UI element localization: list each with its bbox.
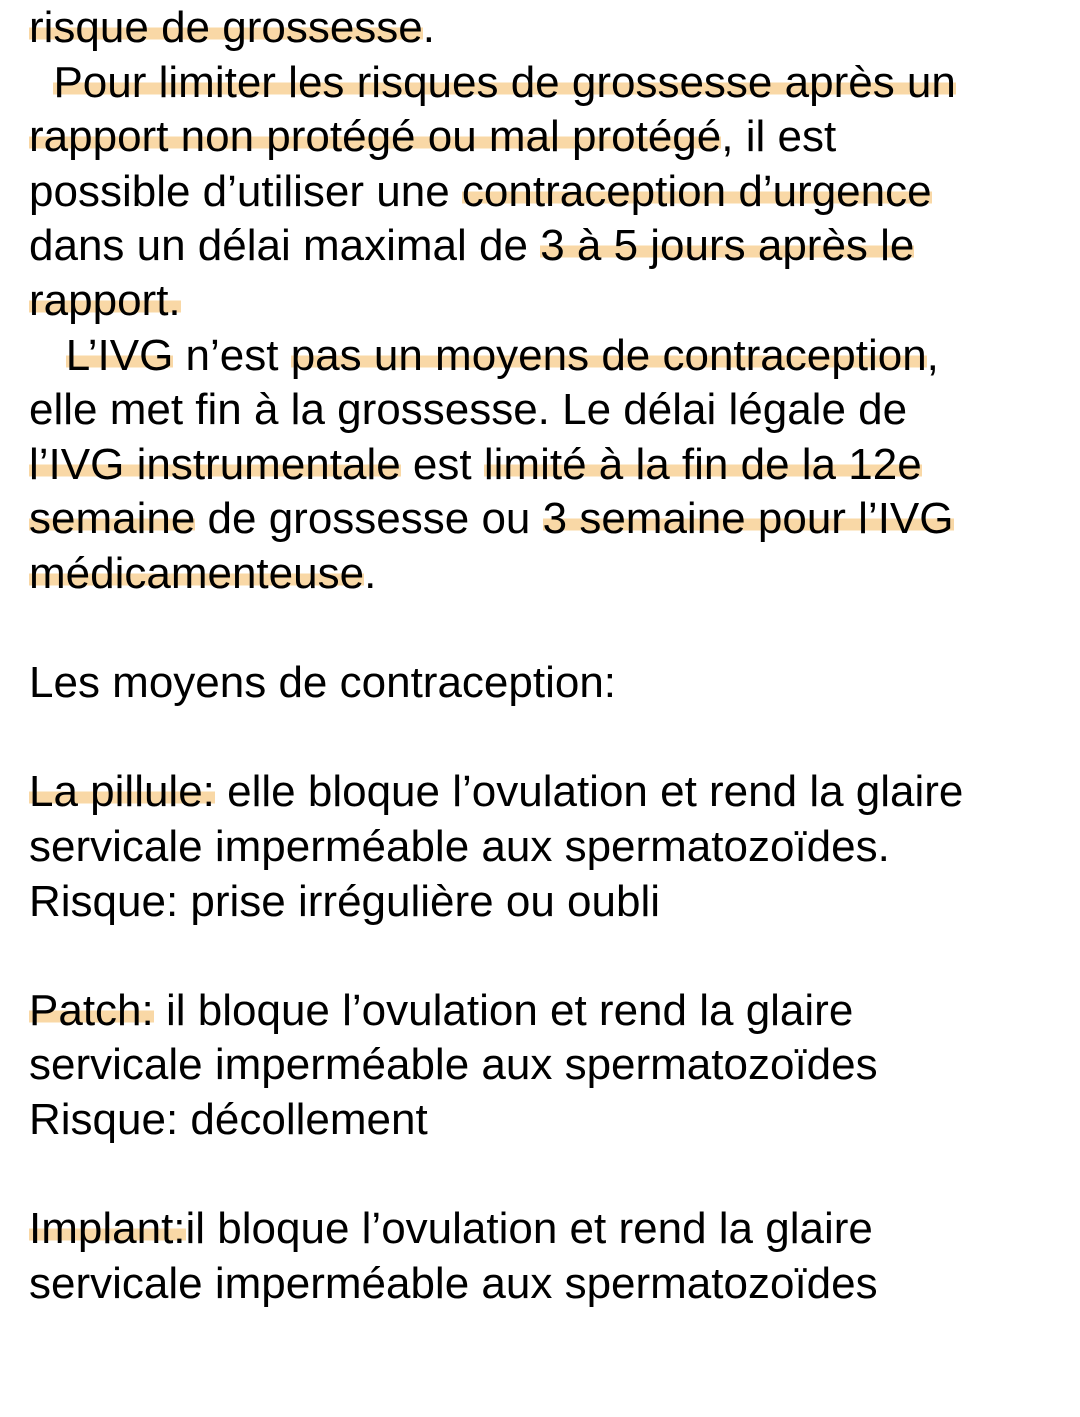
- text-segment: dans un délai maximal de: [29, 221, 541, 271]
- highlighted-text: médicamenteuse: [29, 548, 365, 598]
- text-line: [29, 56, 963, 111]
- highlighted-text: limité à la fin de la 12e: [483, 439, 922, 489]
- text-segment: est: [400, 439, 484, 489]
- text-line: [29, 547, 963, 602]
- text-segment: n’est: [173, 330, 291, 380]
- text-segment: servicale imperméable aux spermatozoïdes.: [29, 821, 890, 871]
- highlighted-text: contraception d’urgence: [461, 166, 932, 216]
- document-body: [29, 1, 963, 1311]
- text-line: [29, 875, 963, 930]
- text-line: [29, 492, 963, 547]
- highlighted-text: pas un moyens de contraception: [290, 330, 927, 380]
- highlighted-text: Pour limiter les risques de grossesse après un: [53, 57, 956, 107]
- text-segment: possible d’utiliser une: [29, 166, 462, 216]
- text-segment: il bloque l’ovulation et rend la glaire: [153, 985, 854, 1035]
- text-segment: ,: [926, 330, 939, 380]
- highlighted-text: La pillule:: [29, 767, 215, 817]
- text-line: [29, 656, 963, 711]
- highlighted-text: rapport non protégé ou mal protégé: [29, 112, 722, 162]
- text-line: [29, 1257, 963, 1312]
- text-segment: servicale imperméable aux spermatozoïdes: [29, 1258, 878, 1308]
- blank-line: [29, 1147, 963, 1202]
- highlighted-text: L’IVG: [65, 330, 174, 380]
- text-line: [29, 219, 963, 274]
- text-line: [29, 165, 963, 220]
- blank-line: [29, 929, 963, 984]
- blank-line: [29, 602, 963, 657]
- text-segment: elle bloque l’ovulation et rend la glaire: [214, 767, 964, 817]
- text-line: [29, 383, 963, 438]
- highlighted-text: Implant:: [29, 1204, 186, 1254]
- text-line: [29, 329, 963, 384]
- text-line: [29, 1038, 963, 1093]
- text-segment: .: [364, 548, 377, 598]
- text-line: [29, 1, 963, 56]
- text-line: [29, 1093, 963, 1148]
- highlighted-text: semaine: [29, 494, 196, 544]
- text-line: [29, 820, 963, 875]
- highlighted-text: 3 semaine pour l’IVG: [542, 494, 954, 544]
- text-segment: de grossesse ou: [195, 494, 543, 544]
- text-line: [29, 1202, 963, 1257]
- highlighted-text: Patch:: [29, 985, 154, 1035]
- text-segment: Les moyens de contraception:: [29, 658, 617, 708]
- highlighted-text: rapport.: [29, 275, 181, 325]
- text-segment: , il est: [721, 112, 837, 162]
- text-line: [29, 438, 963, 493]
- text-segment: il bloque l’ovulation et rend la glaire: [185, 1204, 873, 1254]
- highlighted-text: 3 à 5 jours après le: [540, 221, 915, 271]
- text-segment: Risque: décollement: [29, 1094, 428, 1144]
- text-segment: [29, 331, 66, 380]
- text-line: [29, 274, 963, 329]
- text-line: [29, 765, 963, 820]
- text-line: [29, 110, 963, 165]
- text-segment: .: [422, 3, 435, 52]
- highlighted-text: risque de grossesse: [29, 3, 423, 52]
- text-segment: servicale imperméable aux spermatozoïdes: [29, 1040, 878, 1090]
- text-line: [29, 984, 963, 1039]
- highlighted-text: l’IVG instrumentale: [29, 439, 401, 489]
- text-segment: [29, 58, 53, 107]
- text-segment: Risque: prise irrégulière ou oubli: [29, 876, 660, 926]
- text-segment: elle met fin à la grossesse. Le délai légale de: [29, 385, 908, 435]
- blank-line: [29, 711, 963, 766]
